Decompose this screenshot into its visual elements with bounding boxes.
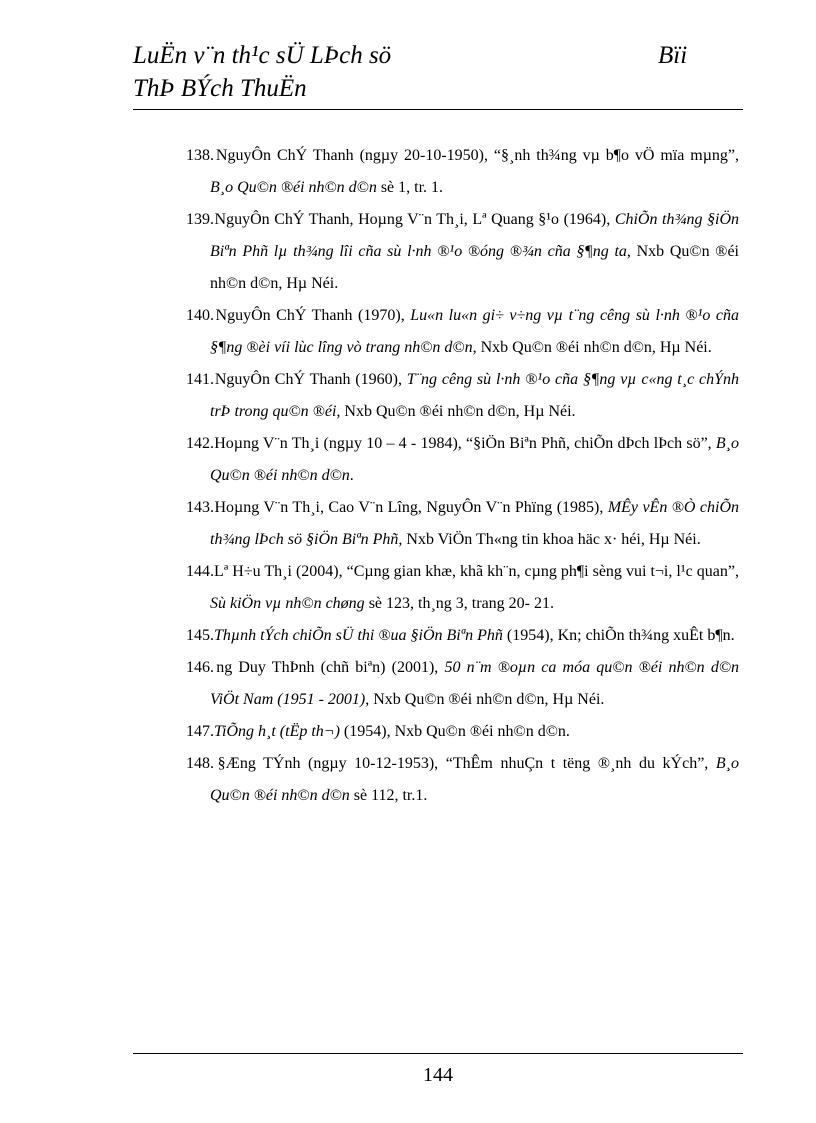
reference-text: NguyÔn ChÝ Thanh (1960), (214, 371, 402, 388)
reference-number: 140. (186, 307, 214, 324)
reference-number: 138. (186, 147, 214, 164)
reference-number: 139. (186, 211, 214, 228)
reference-item (186, 556, 739, 620)
reference-number: 148. (186, 755, 214, 772)
reference-title: 50 n¨m ®oµn ca móa qu©n ®éi nh©n d©n ViÖt Nam (1951 - 2001) (210, 659, 740, 708)
reference-number: 141. (186, 371, 214, 388)
reference-title: Lu«n lu«n gi÷ v÷ng vµ t¨ng cêng sù l·nh ®¹o cña §¶ng ®èi víi lùc lîng vò trang nh©n d©n (210, 307, 740, 356)
footer-divider (133, 1053, 743, 1054)
reference-item (186, 140, 739, 204)
reference-item (186, 428, 739, 492)
header-divider (133, 109, 743, 110)
reference-text: Lª H÷u Th¸i (2004), “Cµng gian khæ, khã kh¨n, cµng ph¶i sèng vui t¬i, l¹c quan”, (214, 563, 740, 580)
reference-title: Thµnh tÝch chiÕn sÜ thi ®ua §iÖn Biªn Phñ (214, 627, 503, 644)
reference-title: B¸o Qu©n ®éi nh©n d©n (210, 435, 740, 484)
reference-number: 146. (186, 659, 214, 676)
reference-text: §Æng TÝnh (ngµy 10-12-1953), “ThÊm nhuÇn t tëng ®¸nh du kÝch”, (217, 755, 709, 772)
reference-title: Sù kiÖn vµ nh©n chøng (210, 595, 365, 612)
page-number: 144 (423, 1064, 453, 1086)
reference-text: Hoµng V¨n Th¸i, Cao V¨n Lîng, NguyÔn V¨n Phïng (1985), (214, 499, 604, 516)
reference-publisher: (1954), Kn; chiÕn th¾ng xuÊt b¶n. (502, 627, 735, 644)
reference-title: T¨ng cêng sù l·nh ®¹o cña §¶ng vµ c«ng t¸c chÝnh trÞ trong qu©n ®éi, (210, 371, 740, 420)
reference-text: NguyÔn ChÝ Thanh (ngµy 20-10-1950), “§¸nh th¾ng vµ b¶o vÖ mïa mµng”, (215, 147, 740, 164)
reference-publisher: . (349, 467, 354, 484)
reference-item (186, 364, 739, 428)
reference-text: ng Duy ThÞnh (chñ biªn) (2001), (216, 659, 439, 676)
reference-publisher: sè 112, tr.1. (349, 787, 428, 804)
reference-title: TiÕng h¸t (tËp th¬) (214, 723, 340, 740)
reference-publisher: sè 1, tr. 1. (376, 179, 444, 196)
author-name: Bïi (658, 42, 688, 69)
reference-number: 143. (186, 499, 214, 516)
reference-text: NguyÔn ChÝ Thanh (1970), (215, 307, 405, 324)
reference-publisher: (1954), Nxb Qu©n ®éi nh©n d©n. (339, 723, 570, 740)
thesis-title-line1: LuËn v¨n th¹c sÜ LÞch sö (133, 42, 392, 69)
page-header (133, 40, 743, 110)
reference-item (186, 300, 739, 364)
reference-publisher: , Nxb Qu©n ®éi nh©n d©n, Hµ Néi. (210, 243, 739, 292)
reference-text: Hoµng V¨n Th¸i (ngµy 10 – 4 - 1984), “§iÖn Biªn Phñ, chiÕn dÞch lÞch sö”, (214, 435, 712, 452)
reference-publisher: , Nxb Qu©n ®éi nh©n d©n, Hµ Néi. (472, 339, 712, 356)
reference-item (186, 204, 739, 300)
reference-text: NguyÔn ChÝ Thanh, Hoµng V¨n Th¸i, Lª Quang §¹o (1964), (214, 211, 611, 228)
reference-item (186, 620, 739, 652)
reference-item (186, 716, 739, 748)
reference-item (186, 492, 739, 556)
reference-title: MÊy vÊn ®Ò chiÕn th¾ng lÞch sö §iÖn Biªn Phñ, (210, 499, 740, 548)
reference-publisher: , Nxb Qu©n ®éi nh©n d©n, Hµ Néi. (365, 691, 605, 708)
reference-list (186, 140, 739, 812)
reference-title: B¸o Qu©n ®éi nh©n d©n (210, 179, 377, 196)
thesis-title-line2: ThÞ BÝch ThuËn (133, 75, 307, 102)
reference-item (186, 748, 739, 812)
reference-item (186, 652, 739, 716)
reference-number: 142. (186, 435, 214, 452)
reference-title: ChiÕn th¾ng §iÖn Biªn Phñ lµ th¾ng lîi cña sù l·nh ®¹o ®óng ®¾n cña §¶ng ta (210, 211, 740, 260)
reference-number: 145. (186, 627, 214, 644)
reference-title: B¸o Qu©n ®éi nh©n d©n (210, 755, 740, 804)
reference-publisher: sè 123, th¸ng 3, trang 20- 21. (364, 595, 554, 612)
reference-publisher: Nxb ViÖn Th«ng tin khoa häc x· héi, Hµ Néi. (402, 531, 701, 548)
reference-publisher: Nxb Qu©n ®éi nh©n d©n, Hµ Néi. (340, 403, 576, 420)
reference-number: 144. (186, 563, 214, 580)
reference-number: 147. (186, 723, 214, 740)
